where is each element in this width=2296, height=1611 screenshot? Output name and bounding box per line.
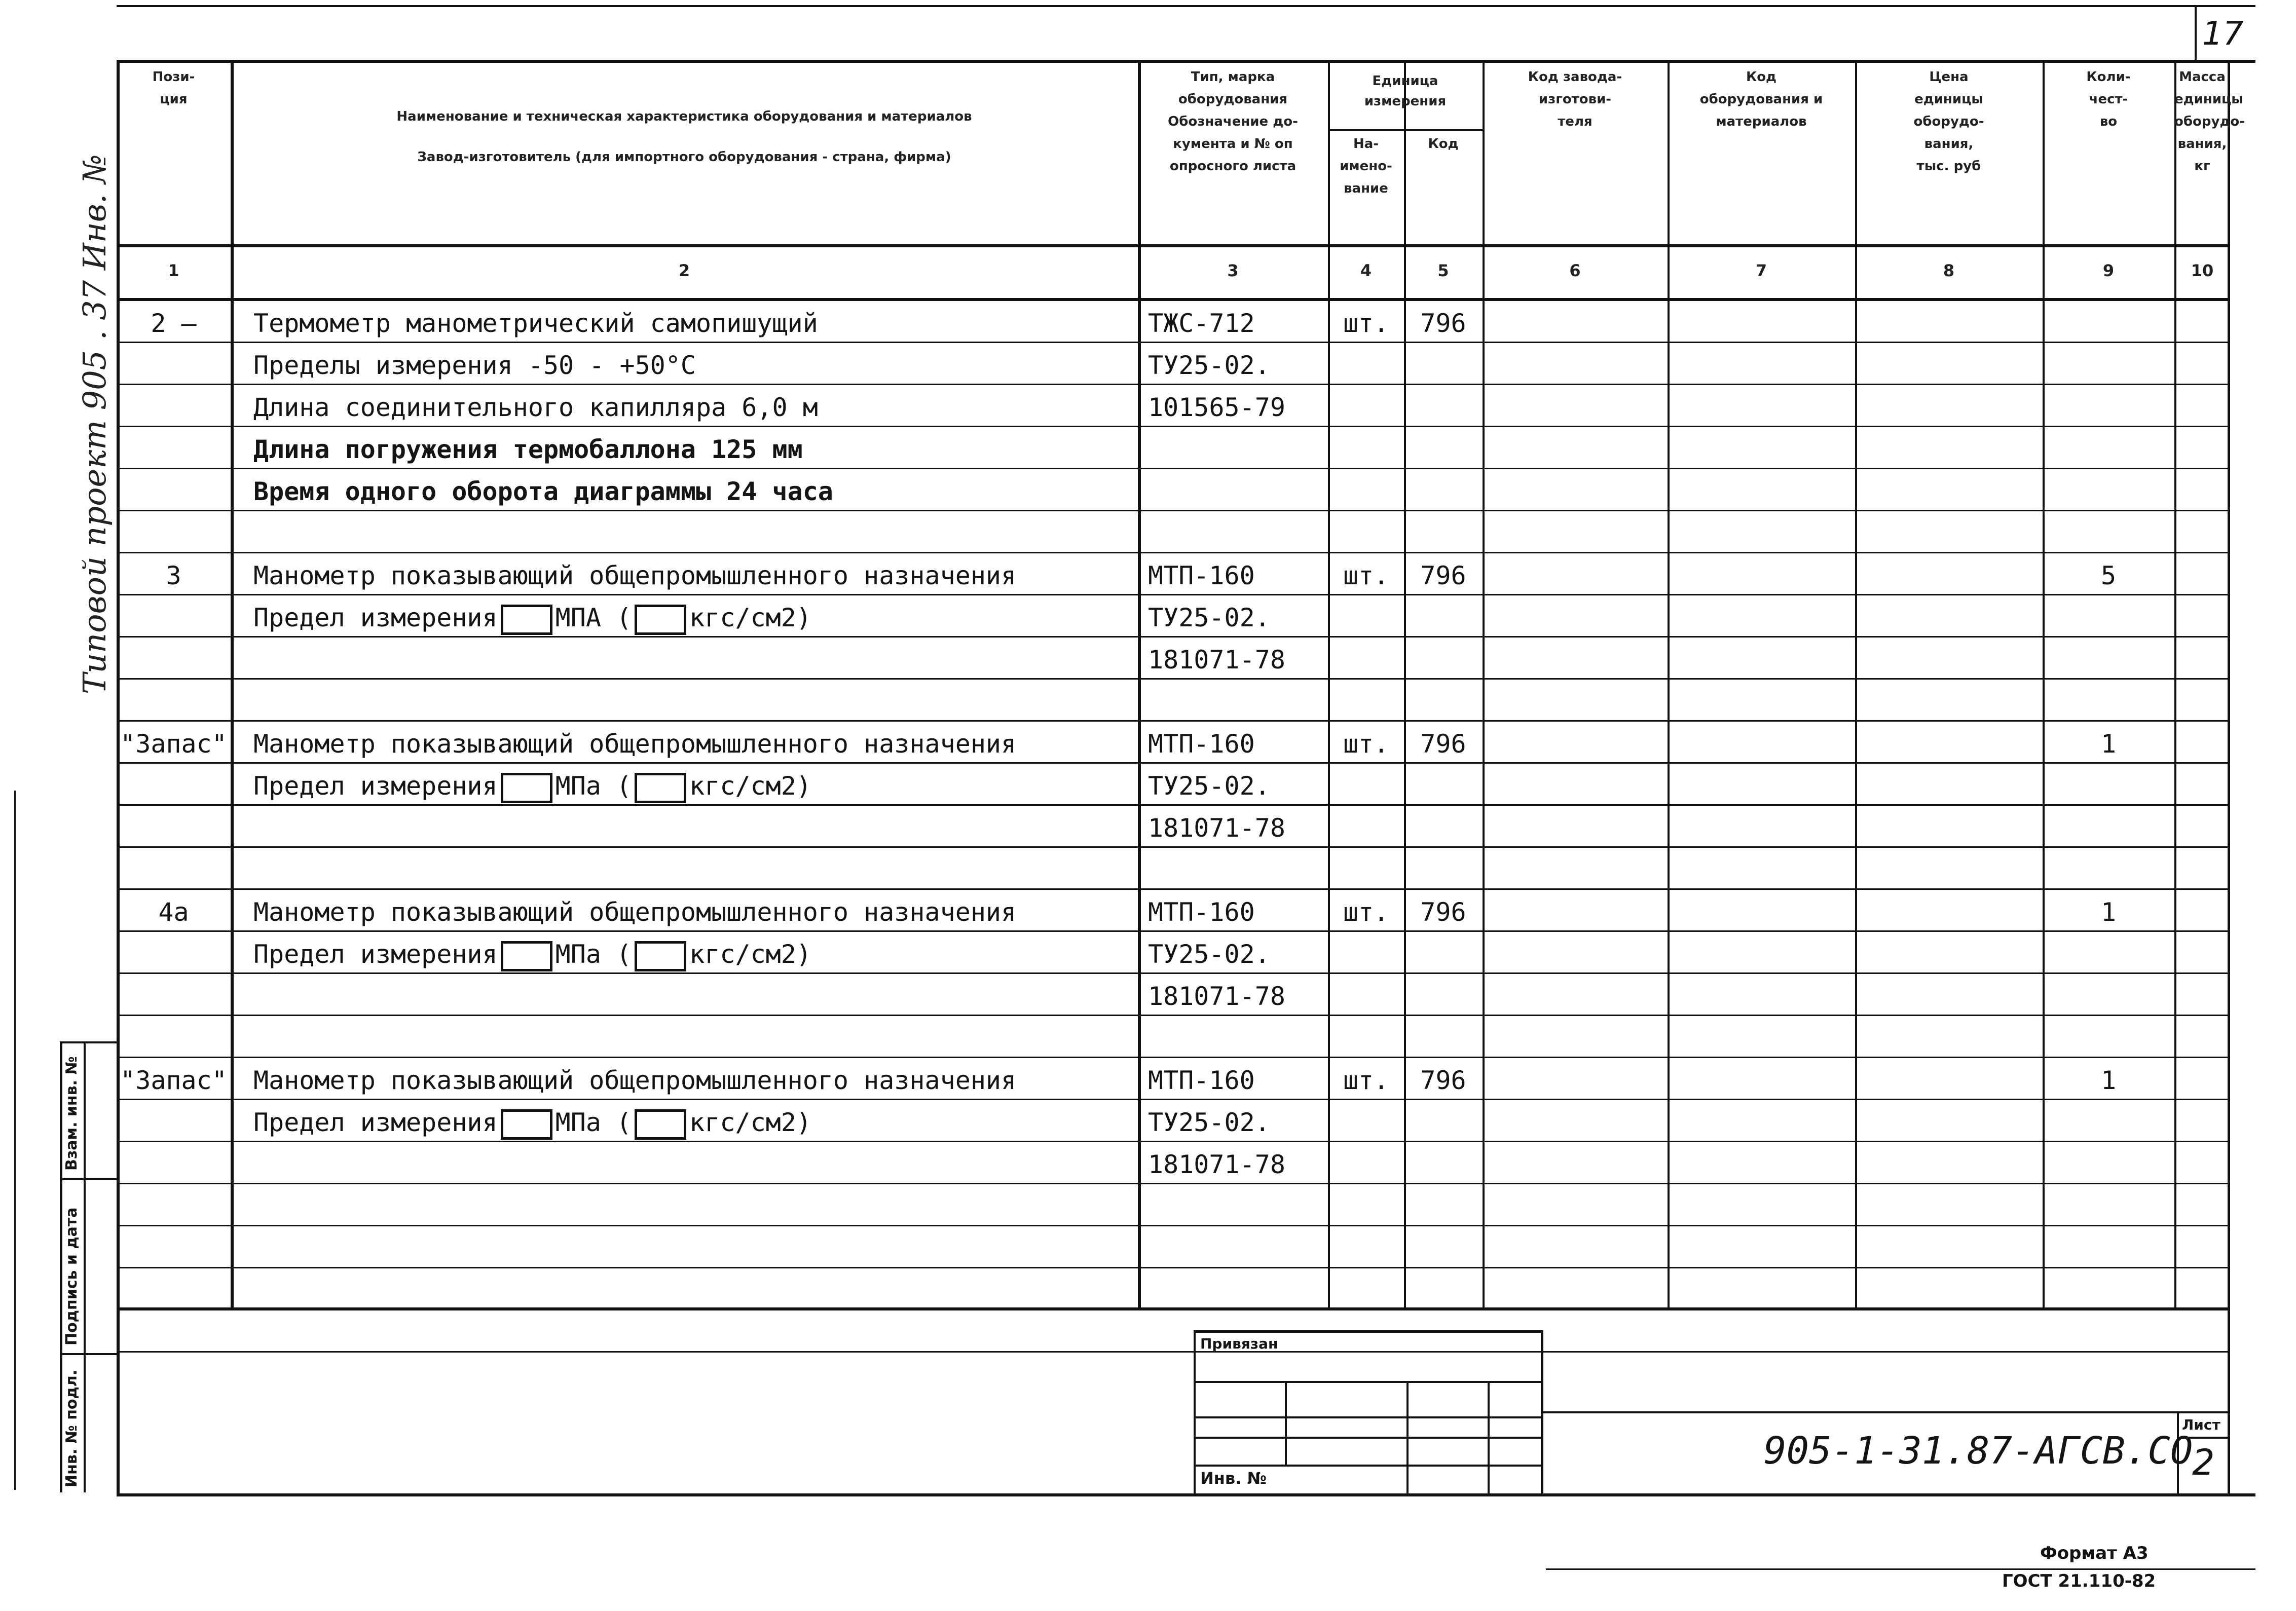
row-line (117, 930, 2230, 932)
column-number-10: 10 (2191, 261, 2214, 280)
cell-unit: шт. (1343, 309, 1389, 338)
column-header-line: Код (1428, 136, 1459, 152)
column-header-line: Код завода- (1528, 69, 1622, 85)
row-line (117, 1015, 2230, 1016)
column-number-1: 1 (168, 261, 179, 280)
column-header-line: Тип, марка (1191, 69, 1275, 85)
inv-no-label: Инв. № (1200, 1469, 1267, 1488)
column-header-line: кумента и № оп (1173, 136, 1293, 152)
cell-unit: шт. (1343, 897, 1389, 927)
column-header-line: кг (2194, 159, 2210, 174)
column-header-line: теля (1558, 114, 1593, 129)
name-part: кгс/см2) (689, 940, 811, 969)
cell-type: МТП-160 (1148, 1066, 1255, 1095)
cell-qty: 1 (2100, 729, 2117, 759)
row-line (117, 804, 2230, 806)
column-header-6 (1483, 66, 1668, 133)
cell-type: МТП-160 (1148, 897, 1255, 927)
column-header-line: во (2099, 114, 2118, 129)
row-line (117, 552, 2230, 553)
cell-pos: 2 – (151, 309, 197, 338)
column-header-line: оборудо- (2174, 114, 2245, 129)
value-box (501, 941, 552, 971)
cell-name (253, 939, 1135, 971)
stamp-sign-date: Подпись и дата (63, 1207, 81, 1345)
cell-type: ТУ25-02. (1148, 771, 1270, 801)
column-header-line: чест- (2089, 92, 2128, 107)
stamp-div-2 (60, 1353, 118, 1355)
column-number-6: 6 (1569, 261, 1581, 280)
column-header-line: вания, (1924, 136, 1974, 152)
cell-code: 796 (1420, 729, 1466, 759)
stamp-div-1 (60, 1178, 118, 1180)
column-header-line: единицы (2174, 92, 2243, 107)
column-header-line: имено- (1340, 159, 1392, 174)
name-part: Предел измерения (253, 771, 498, 801)
value-box (635, 1109, 686, 1140)
row-line (117, 594, 2230, 595)
document-code: 905-1-31.87-АГСВ.СО (1764, 1429, 2193, 1473)
row-line (117, 846, 2230, 848)
stamp-inner-line (84, 1041, 86, 1492)
column-number-3: 3 (1227, 261, 1239, 280)
stamp-inv-orig: Инв. № подл. (63, 1369, 81, 1487)
column-header-line: Пози- (152, 69, 195, 85)
row-line (117, 1225, 2230, 1226)
format-label: Формат А3 (2040, 1543, 2149, 1563)
column-header-9 (2043, 66, 2174, 133)
sheet-number: 2 (2192, 1442, 2215, 1483)
column-header-line: изготови- (1538, 92, 1612, 107)
column-number-7: 7 (1755, 261, 1767, 280)
row-line (117, 678, 2230, 680)
column-header-1 (117, 66, 231, 110)
column-header-line: вание (1344, 181, 1388, 196)
row-line (117, 468, 2230, 469)
cell-type: 181071-78 (1148, 982, 1285, 1011)
cell-code: 796 (1420, 897, 1466, 927)
column-header-line: единицы (1914, 92, 1983, 107)
column-header-10 (2174, 66, 2245, 177)
row-line (117, 762, 2230, 764)
row-line (117, 972, 2230, 974)
cell-type: ТУ25-02. (1148, 1108, 1270, 1137)
row-line (117, 426, 2230, 427)
row-line (117, 510, 2230, 511)
name-part: кгс/см2) (689, 603, 811, 632)
cell-type: ТЖС-712 (1148, 309, 1255, 338)
footer-rule (1546, 1568, 2255, 1570)
column-number-2: 2 (678, 261, 690, 280)
units-group-header (1328, 71, 1483, 111)
column-header-line: материалов (1716, 114, 1807, 129)
corner-box-left (2195, 5, 2197, 61)
name-part: МПА ( (555, 603, 632, 632)
column-header-line: оборудо- (1913, 114, 1984, 129)
cell-code: 796 (1420, 309, 1466, 338)
cell-pos: 4а (158, 897, 189, 927)
value-box (635, 605, 686, 635)
row-line (117, 888, 2230, 890)
gost-label: ГОСТ 21.110-82 (2002, 1571, 2156, 1591)
frame-bottom-line (117, 1493, 2255, 1496)
name-part: МПа ( (555, 940, 632, 969)
row-line (117, 720, 2230, 722)
table-top-line (117, 60, 2255, 63)
cell-code: 796 (1420, 1066, 1466, 1095)
units-group-line-1: Единица (1372, 73, 1438, 89)
cell-type: ТУ25-02. (1148, 940, 1270, 969)
column-header-7 (1668, 66, 1855, 133)
cell-pos: 3 (166, 561, 181, 590)
column-header-line: На- (1353, 136, 1379, 152)
column-line (231, 60, 234, 1309)
value-box (501, 605, 552, 635)
column-header-line: тыс. руб (1916, 159, 1981, 174)
cell-name: Манометр показывающий общепромышленного назначения (253, 1066, 1017, 1095)
cell-type: ТУ25-02. (1148, 351, 1270, 380)
column-header-line: опросного листа (1169, 159, 1297, 174)
cell-name: Время одного оборота диаграммы 24 часа (253, 477, 833, 506)
value-box (501, 1109, 552, 1140)
name-part: кгс/см2) (689, 771, 811, 801)
name-part: МПа ( (555, 771, 632, 801)
column-number-8: 8 (1943, 261, 1955, 280)
stamp-outer-left (60, 1041, 62, 1492)
column-header-line: ция (160, 92, 188, 107)
cell-type: 181071-78 (1148, 1150, 1285, 1179)
cell-type: 181071-78 (1148, 645, 1285, 675)
cell-name (253, 1107, 1135, 1140)
column-header-line: Наименование и техническая характеристика оборудования и материалов (396, 109, 972, 124)
cell-unit: шт. (1343, 561, 1389, 590)
cell-unit: шт. (1343, 729, 1389, 759)
units-subheader-line (1328, 129, 1483, 131)
column-line (1668, 60, 1670, 1309)
cell-qty: 1 (2100, 897, 2117, 927)
column-header-3 (1138, 66, 1328, 177)
column-number-9: 9 (2102, 261, 2115, 280)
column-header-line: оборудования и (1699, 92, 1823, 107)
cell-type: 101565-79 (1148, 393, 1285, 422)
column-line (2043, 60, 2045, 1309)
row-line (117, 1351, 2230, 1353)
value-box (635, 773, 686, 803)
cell-name (253, 771, 1135, 803)
units-group-line-2: измерения (1364, 94, 1447, 109)
cell-pos: "Запас" (120, 1066, 227, 1095)
cell-type: 181071-78 (1148, 813, 1285, 843)
column-header-line: Коли- (2086, 69, 2131, 85)
sheet-corner-number: 17 (2202, 15, 2244, 53)
cell-type: МТП-160 (1148, 729, 1255, 759)
cell-qty: 5 (2100, 561, 2117, 590)
column-header-8 (1855, 66, 2043, 177)
row-line (117, 1099, 2230, 1100)
name-part: МПа ( (555, 1108, 632, 1137)
cell-name: Пределы измерения -50 - +50°С (253, 351, 696, 380)
cell-name: Длина соединительного капилляра 6,0 м (253, 393, 818, 422)
name-part: Предел измерения (253, 603, 498, 632)
column-header-5 (1404, 133, 1483, 155)
cell-name (253, 603, 1135, 635)
column-line (2174, 60, 2176, 1309)
cell-unit: шт. (1343, 1066, 1389, 1095)
value-box (501, 773, 552, 803)
stamp-replace-inv: Взам. инв. № (63, 1056, 81, 1171)
cell-type: ТУ25-02. (1148, 603, 1270, 632)
column-header-line: Завод-изготовитель (для импортного оборудования - страна, фирма) (417, 149, 951, 165)
column-number-5: 5 (1437, 261, 1449, 280)
column-header-line: Обозначение до- (1168, 114, 1298, 129)
left-margin-rule (14, 791, 16, 1490)
cell-type: МТП-160 (1148, 561, 1255, 590)
stamp-top-line (60, 1041, 118, 1043)
row-line (117, 1267, 2230, 1268)
cell-code: 796 (1420, 561, 1466, 590)
column-header-line: Цена (1929, 69, 1969, 85)
column-header-2 (231, 96, 1138, 177)
column-line (1328, 60, 1330, 1309)
name-part: Предел измерения (253, 1108, 498, 1137)
column-number-4: 4 (1360, 261, 1372, 280)
row-line (117, 384, 2230, 385)
column-line (1138, 60, 1141, 1309)
cell-pos: "Запас" (120, 729, 227, 759)
cell-name: Термометр манометрический самопишущий (253, 309, 818, 338)
column-line (1483, 60, 1485, 1309)
column-line (1855, 60, 1857, 1309)
cell-qty: 1 (2100, 1066, 2117, 1095)
row-line (117, 342, 2230, 343)
top-border-line (117, 5, 2255, 7)
project-note: Типовой проект 905 . 37 Инв. № (76, 154, 113, 694)
column-line (1404, 60, 1406, 1309)
row-line (117, 1183, 2230, 1184)
column-header-line: оборудования (1178, 92, 1288, 107)
colnum-bottom-line (117, 298, 2230, 301)
cell-name: Манометр показывающий общепромышленного назначения (253, 561, 1017, 590)
name-part: Предел измерения (253, 940, 498, 969)
value-box (635, 941, 686, 971)
row-line (117, 1057, 2230, 1058)
cell-name: Манометр показывающий общепромышленного назначения (253, 897, 1017, 927)
column-header-4 (1328, 133, 1404, 200)
sheet-label: Лист (2182, 1416, 2220, 1433)
cell-name: Манометр показывающий общепромышленного назначения (253, 729, 1017, 759)
header-bottom-line (117, 244, 2230, 247)
row-line (117, 1309, 2230, 1310)
name-part: кгс/см2) (689, 1108, 811, 1137)
row-line (117, 1141, 2230, 1142)
privyazan-label: Привязан (1200, 1335, 1278, 1352)
column-header-line: Код (1746, 69, 1777, 85)
cell-name: Длина погружения термобаллона 125 мм (253, 435, 803, 464)
column-header-line: Масса (2179, 69, 2226, 85)
row-line (117, 636, 2230, 638)
column-header-line: вания, (2177, 136, 2227, 152)
